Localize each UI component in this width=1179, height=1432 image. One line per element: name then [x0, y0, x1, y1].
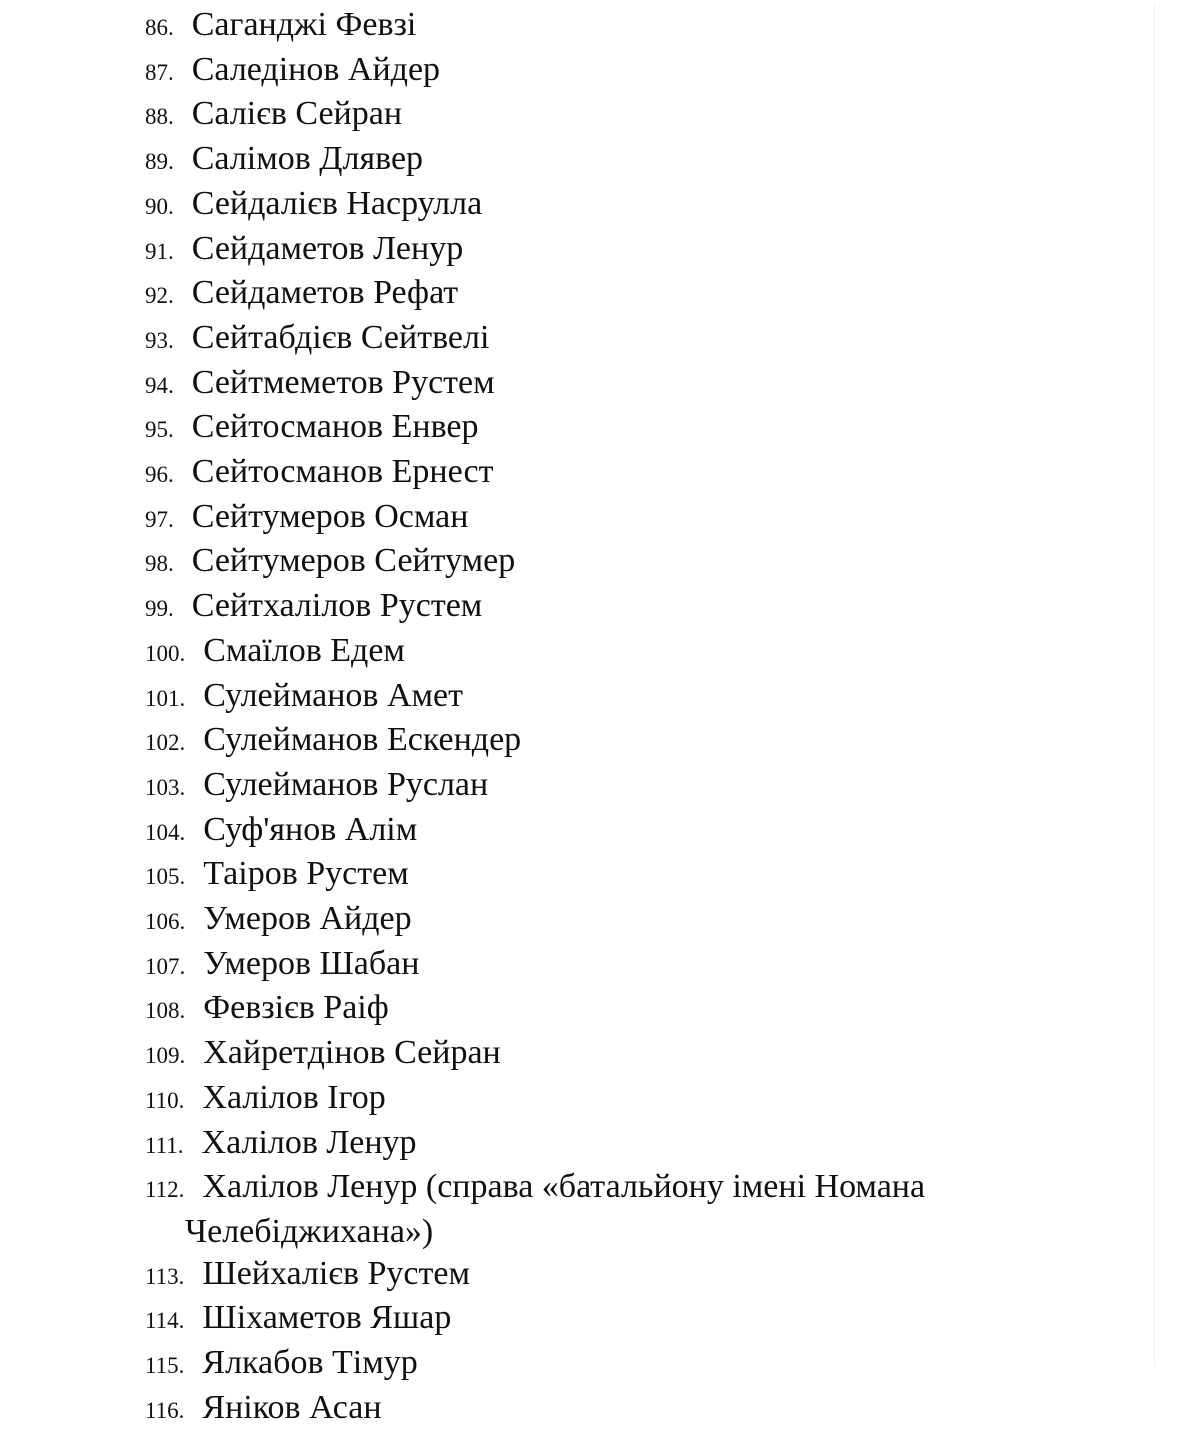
item-number: 105. — [145, 864, 186, 890]
document-page — [0, 4, 1179, 1426]
item-name: Сейдаметов Рефат — [191, 274, 459, 312]
item-name: Сейдаметов Ленур — [191, 229, 464, 267]
item-number: 94. — [145, 372, 174, 398]
item-number: 111. — [145, 1132, 184, 1158]
list-item — [145, 4, 1109, 49]
item-name: Салієв Сейран — [191, 95, 403, 133]
item-number: 103. — [145, 774, 186, 800]
item-name: Умеров Шабан — [203, 944, 420, 982]
list-item — [145, 362, 1109, 407]
list-item — [145, 49, 1109, 94]
item-number: 86. — [145, 15, 174, 40]
item-number: 90. — [145, 193, 174, 219]
item-name: Халілов Ленур — [201, 1123, 417, 1161]
list-item — [145, 943, 1109, 988]
item-name: Сулейманов Ескендер — [203, 721, 522, 759]
list-item — [145, 809, 1109, 854]
item-name: Сейтумеров Сейтумер — [191, 542, 516, 580]
list-item — [145, 853, 1109, 898]
item-number: 92. — [145, 283, 174, 309]
item-name: Шейхалієв Рустем — [202, 1254, 470, 1292]
item-name: Суф'янов Алім — [203, 810, 418, 848]
list-item — [145, 228, 1109, 273]
item-number: 89. — [145, 149, 174, 175]
item-name: Халілов Ігор — [202, 1078, 386, 1116]
page-edge-line — [1154, 4, 1155, 1367]
item-name: Шіхаметов Яшар — [202, 1299, 452, 1337]
item-number: 108. — [145, 998, 186, 1024]
item-name: Салімов Длявер — [191, 140, 424, 178]
list-item — [145, 138, 1109, 183]
item-number: 97. — [145, 506, 174, 532]
item-name: Сейтмеметов Рустем — [191, 363, 495, 401]
item-name: Сейтосманов Енвер — [191, 408, 479, 446]
list-item — [145, 675, 1109, 720]
list-item — [145, 451, 1109, 496]
item-name: Саледінов Айдер — [191, 50, 441, 88]
list-item — [145, 719, 1109, 764]
list-item — [145, 1297, 1109, 1342]
list-item — [145, 764, 1109, 809]
item-number: 109. — [145, 1043, 186, 1069]
item-number: 98. — [145, 551, 174, 577]
list-item — [145, 272, 1109, 317]
item-number: 88. — [145, 104, 174, 130]
item-number: 107. — [145, 953, 186, 979]
item-number: 87. — [145, 59, 174, 85]
item-name: Февзієв Раіф — [203, 989, 389, 1027]
list-item — [145, 898, 1109, 943]
item-name: Саганджі Февзі — [191, 6, 417, 43]
list-item — [145, 1387, 1109, 1432]
item-name: Яніков Асан — [202, 1388, 382, 1426]
item-name: Сейтхалілов Рустем — [191, 587, 483, 625]
list-item — [145, 1032, 1109, 1077]
item-name: Смаїлов Едем — [203, 631, 405, 669]
list-item — [145, 93, 1109, 138]
item-number: 104. — [145, 819, 186, 845]
item-name: Сейтумеров Осман — [191, 497, 469, 535]
item-number: 91. — [145, 238, 174, 264]
item-name: Сейдалієв Насрулла — [191, 184, 483, 222]
item-number: 112. — [145, 1177, 185, 1203]
item-number: 100. — [145, 640, 186, 666]
list-item — [145, 496, 1109, 541]
item-name: Хайретдінов Сейран — [203, 1034, 501, 1072]
item-number: 102. — [145, 730, 186, 756]
item-number: 106. — [145, 909, 186, 935]
item-number: 101. — [145, 685, 186, 711]
list-item — [145, 987, 1109, 1032]
list-item — [145, 406, 1109, 451]
item-number: 115. — [145, 1353, 185, 1379]
item-number: 96. — [145, 462, 174, 488]
list-item — [145, 585, 1109, 630]
item-number: 114. — [145, 1308, 185, 1334]
item-name: Халілов Ленур (справа «батальйону імені Номана Челебіджихана») — [185, 1168, 926, 1250]
item-number: 93. — [145, 327, 174, 353]
item-number: 113. — [145, 1263, 185, 1289]
list-item — [145, 183, 1109, 228]
item-number: 116. — [145, 1397, 185, 1423]
list-item — [145, 630, 1109, 675]
item-name: Умеров Айдер — [203, 900, 412, 938]
list-item — [145, 1253, 1109, 1298]
item-number: 95. — [145, 417, 174, 443]
item-name: Сулейманов Амет — [203, 676, 463, 714]
item-name: Таіров Рустем — [203, 855, 409, 893]
list-item — [145, 540, 1109, 585]
names-list — [145, 4, 1109, 1432]
list-item — [145, 1342, 1109, 1387]
list-item — [145, 1077, 1109, 1122]
item-name: Сейтабдієв Сейтвелі — [191, 318, 490, 356]
list-item — [145, 1166, 1109, 1252]
item-number: 110. — [145, 1087, 185, 1113]
item-number: 99. — [145, 596, 174, 622]
item-name: Ялкабов Тімур — [202, 1344, 418, 1382]
item-name: Сулейманов Руслан — [203, 765, 489, 803]
list-item — [145, 1122, 1109, 1167]
list-item — [145, 317, 1109, 362]
item-name: Сейтосманов Ернест — [191, 453, 494, 491]
